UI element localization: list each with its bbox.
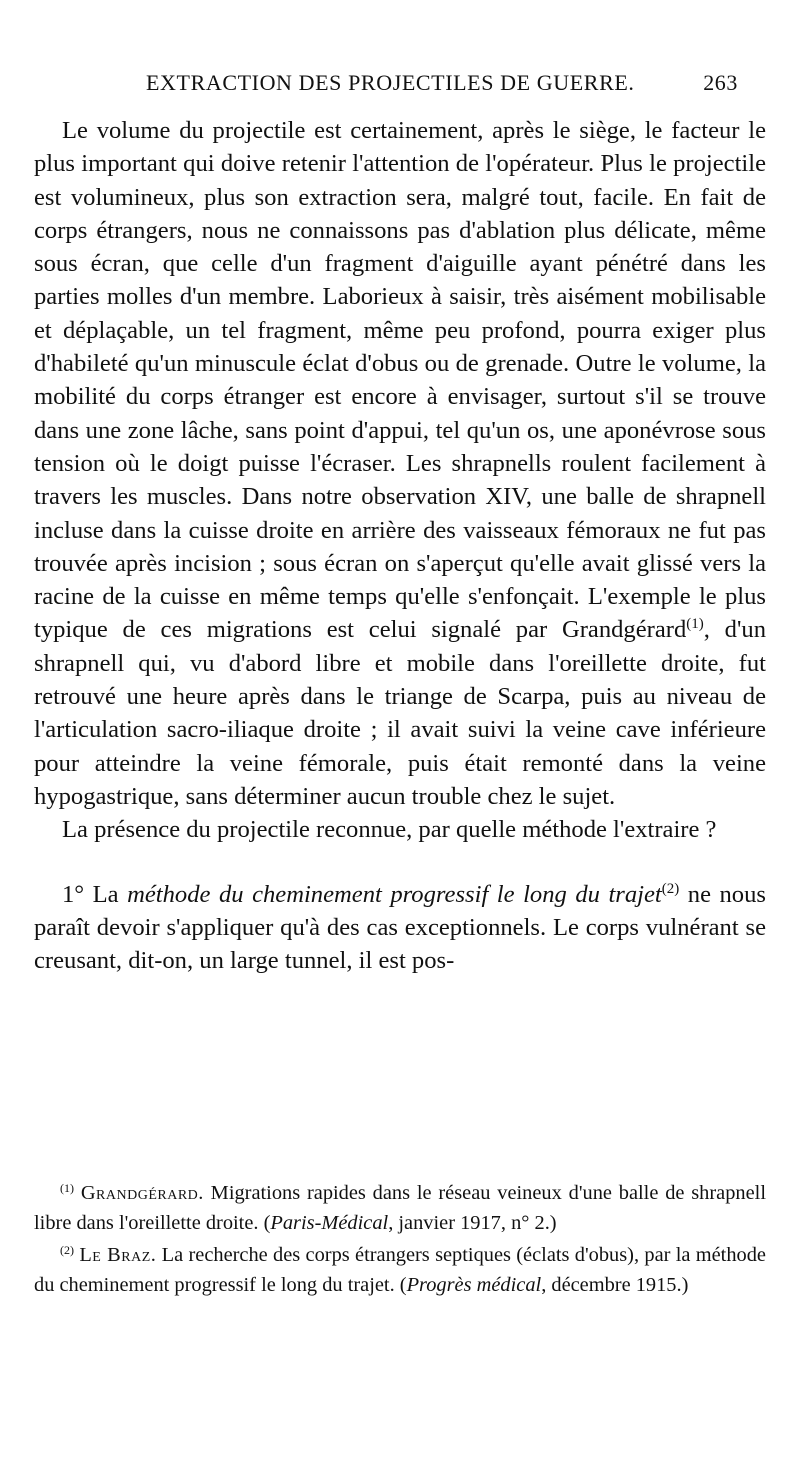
footnote-2-author: Le Braz. <box>79 1244 157 1266</box>
footnote-2-text: La recherche des corps étrangers septiques (éclats d'obus), par la méthode du cheminement progressif le long du trajet. ( <box>34 1244 766 1296</box>
footnote-1 <box>34 1178 766 1238</box>
footnote-ref-1: (1) <box>686 616 704 633</box>
footnotes <box>34 1178 766 1300</box>
footnote-2-marker: (2) <box>60 1243 74 1257</box>
body-text <box>34 114 766 977</box>
footnote-2-tail: , décembre 1915.) <box>541 1274 689 1296</box>
running-header <box>60 70 738 96</box>
paragraph-1-continuation: , d'un shrapnell qui, vu d'abord libre et mobile dans l'oreillette droite, fut retrouvé une heure après dans le triange de Scarpa, puis au niveau de l'articulation sacro-iliaque droite ; il avait suivi la veine cave inférieure pour atteindre la veine fémorale, puis était remonté dans la veine hypogastrique, sans déterminer aucun trouble chez le sujet. <box>34 616 766 810</box>
paragraph-3-italic: méthode du cheminement progressif le long du trajet <box>127 880 662 908</box>
page-number: 263 <box>703 70 738 95</box>
footnote-1-marker: (1) <box>60 1181 74 1195</box>
paragraph-3 <box>34 878 766 978</box>
paragraph-1 <box>34 114 766 813</box>
paragraph-1-text: Le volume du projectile est certainement, après le siège, le facteur le plus important qui doive retenir l'attention de l'opérateur. Plus le projectile est volumineux, plus son extraction sera, malgré tout, facile. En fait de corps étrangers, nous ne connaissons pas d'ablation plus délicate, même sous écran, que celle d'un fragment d'aiguille ayant pénétré dans les parties molles d'un membre. Laborieux à saisir, très aisément mobilisable et déplaçable, un tel fragment, même peu profond, pourra exiger plus d'habileté qu'un minuscule éclat d'obus ou de grenade. Outre le volume, la mobilité du corps étranger est encore à envisager, surtout s'il se trouve dans une zone lâche, sans point d'appui, tel qu'un os, une aponévrose sous tension où le doigt puisse l'écraser. Les shrapnells roulent facilement à travers les muscles. Dans notre observation XIV, une balle de shrapnell incluse dans la cuisse droite en arrière des vaisseaux fémoraux ne fut pas trouvée après incision ; sous écran on s'aperçut qu'elle avait glissé vers la racine de la cuisse en même temps qu'elle s'enfonçait. L'exemple le plus typique de ces migrations est celui signalé par Grandgérard <box>34 117 766 644</box>
footnote-2-source: Progrès médical <box>406 1274 542 1296</box>
paragraph-3-number: 1° La <box>62 880 128 908</box>
footnote-1-tail: , janvier 1917, n° 2.) <box>388 1212 557 1234</box>
footnote-ref-2: (2) <box>661 880 680 897</box>
footnote-2 <box>34 1240 766 1300</box>
footnote-1-source: Paris-Médical <box>270 1212 389 1234</box>
paragraph-3-rest: ne nous paraît devoir s'appliquer qu'à des cas exceptionnels. Le corps vulnérant se creusant, dit-on, un large tunnel, il est pos- <box>34 880 766 975</box>
paragraph-2: La présence du projectile reconnue, par quelle méthode l'extraire ? <box>62 816 717 844</box>
footnote-1-author: Grandgérard. <box>80 1182 204 1204</box>
footnote-1-text: Migrations rapides dans le réseau veineux d'une balle de shrapnell libre dans l'oreillette droite. ( <box>34 1182 766 1234</box>
running-title: EXTRACTION DES PROJECTILES DE GUERRE. <box>146 70 635 95</box>
